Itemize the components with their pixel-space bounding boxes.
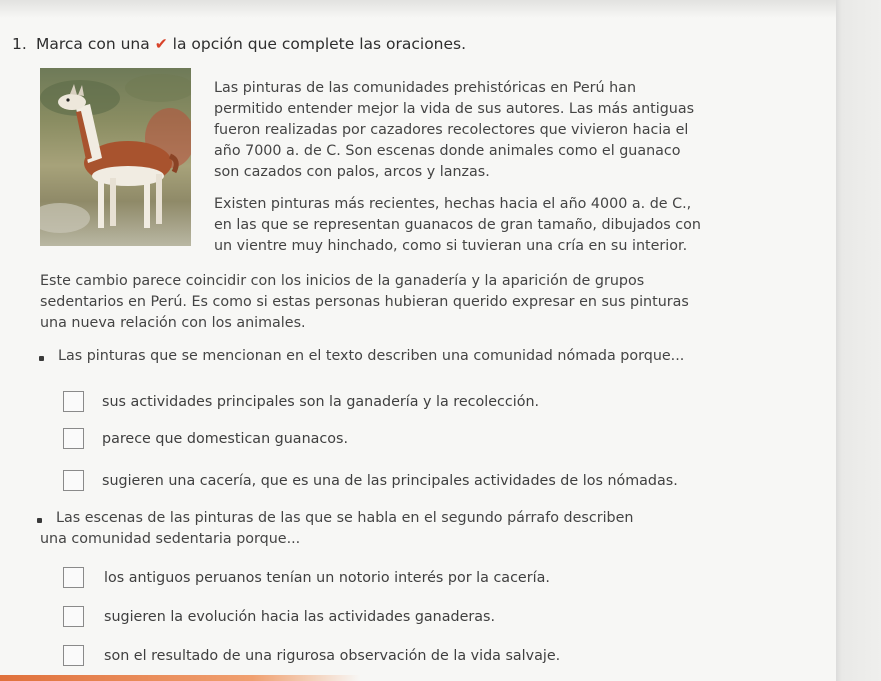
- paragraph1-line-3: fueron realizadas por cazadores recolectores que vivieron hacia el: [214, 122, 689, 138]
- item1-option2-checkbox[interactable]: [63, 428, 84, 449]
- guanaco-photo: [40, 68, 191, 246]
- page-top-shadow: [0, 0, 836, 18]
- item2-stem-line-1: Las escenas de las pinturas de las que se habla en el segundo párrafo describen: [56, 510, 634, 526]
- question-number: 1.: [12, 35, 27, 53]
- item1-option2-label: parece que domestican guanacos.: [102, 431, 348, 447]
- item1-stem: Las pinturas que se mencionan en el texto describen una comunidad nómada porque...: [58, 348, 685, 364]
- paragraph2-line-3: un vientre muy hinchado, como si tuvieran una cría en su interior.: [214, 238, 688, 254]
- paragraph2-line-1: Existen pinturas más recientes, hechas hacia el año 4000 a. de C.,: [214, 196, 692, 212]
- item2-option3-label: son el resultado de una rigurosa observación de la vida salvaje.: [104, 648, 561, 664]
- item2-option2-label: sugieren la evolución hacia las actividades ganaderas.: [104, 609, 496, 625]
- paragraph3-line-1: Este cambio parece coincidir con los inicios de la ganadería y la aparición de grupos: [40, 273, 645, 289]
- page-gutter: [836, 0, 881, 681]
- paragraph1-line-1: Las pinturas de las comunidades prehistóricas en Perú han: [214, 80, 637, 96]
- paragraph1-line-5: son cazados con palos, arcos y lanzas.: [214, 164, 490, 180]
- item2-stem-line-2: una comunidad sedentaria porque...: [40, 531, 301, 547]
- guanaco-illustration: [40, 68, 191, 246]
- item1-option1-checkbox[interactable]: [63, 391, 84, 412]
- paragraph2-line-2: en las que se representan guanacos de gran tamaño, dibujados con: [214, 217, 701, 233]
- item2-option3-checkbox[interactable]: [63, 645, 84, 666]
- item2-option1-label: los antiguos peruanos tenían un notorio interés por la cacería.: [104, 570, 550, 586]
- bullet-icon: [39, 356, 44, 361]
- item1-option3-checkbox[interactable]: [63, 470, 84, 491]
- item2-option2-checkbox[interactable]: [63, 606, 84, 627]
- item2-option1-checkbox[interactable]: [63, 567, 84, 588]
- paragraph3-line-3: una nueva relación con los animales.: [40, 315, 306, 331]
- paragraph1-line-2: permitido entender mejor la vida de sus autores. Las más antiguas: [214, 101, 695, 117]
- question-title: [12, 35, 466, 53]
- paragraph3-line-2: sedentarios en Perú. Es como si estas personas hubieran querido expresar en sus pinturas: [40, 294, 689, 310]
- item1-option1-label: sus actividades principales son la ganadería y la recolección.: [102, 394, 540, 410]
- checkmark-icon: ✔: [154, 35, 168, 53]
- item1-option3-label: sugieren una cacería, que es una de las principales actividades de los nómadas.: [102, 473, 678, 489]
- question-prompt-start: Marca con una: [36, 35, 150, 53]
- question-prompt-end: la opción que complete las oraciones.: [172, 35, 467, 53]
- accent-bar: [0, 675, 360, 681]
- bullet-icon: [37, 518, 42, 523]
- paragraph1-line-4: año 7000 a. de C. Son escenas donde animales como el guanaco: [214, 143, 681, 159]
